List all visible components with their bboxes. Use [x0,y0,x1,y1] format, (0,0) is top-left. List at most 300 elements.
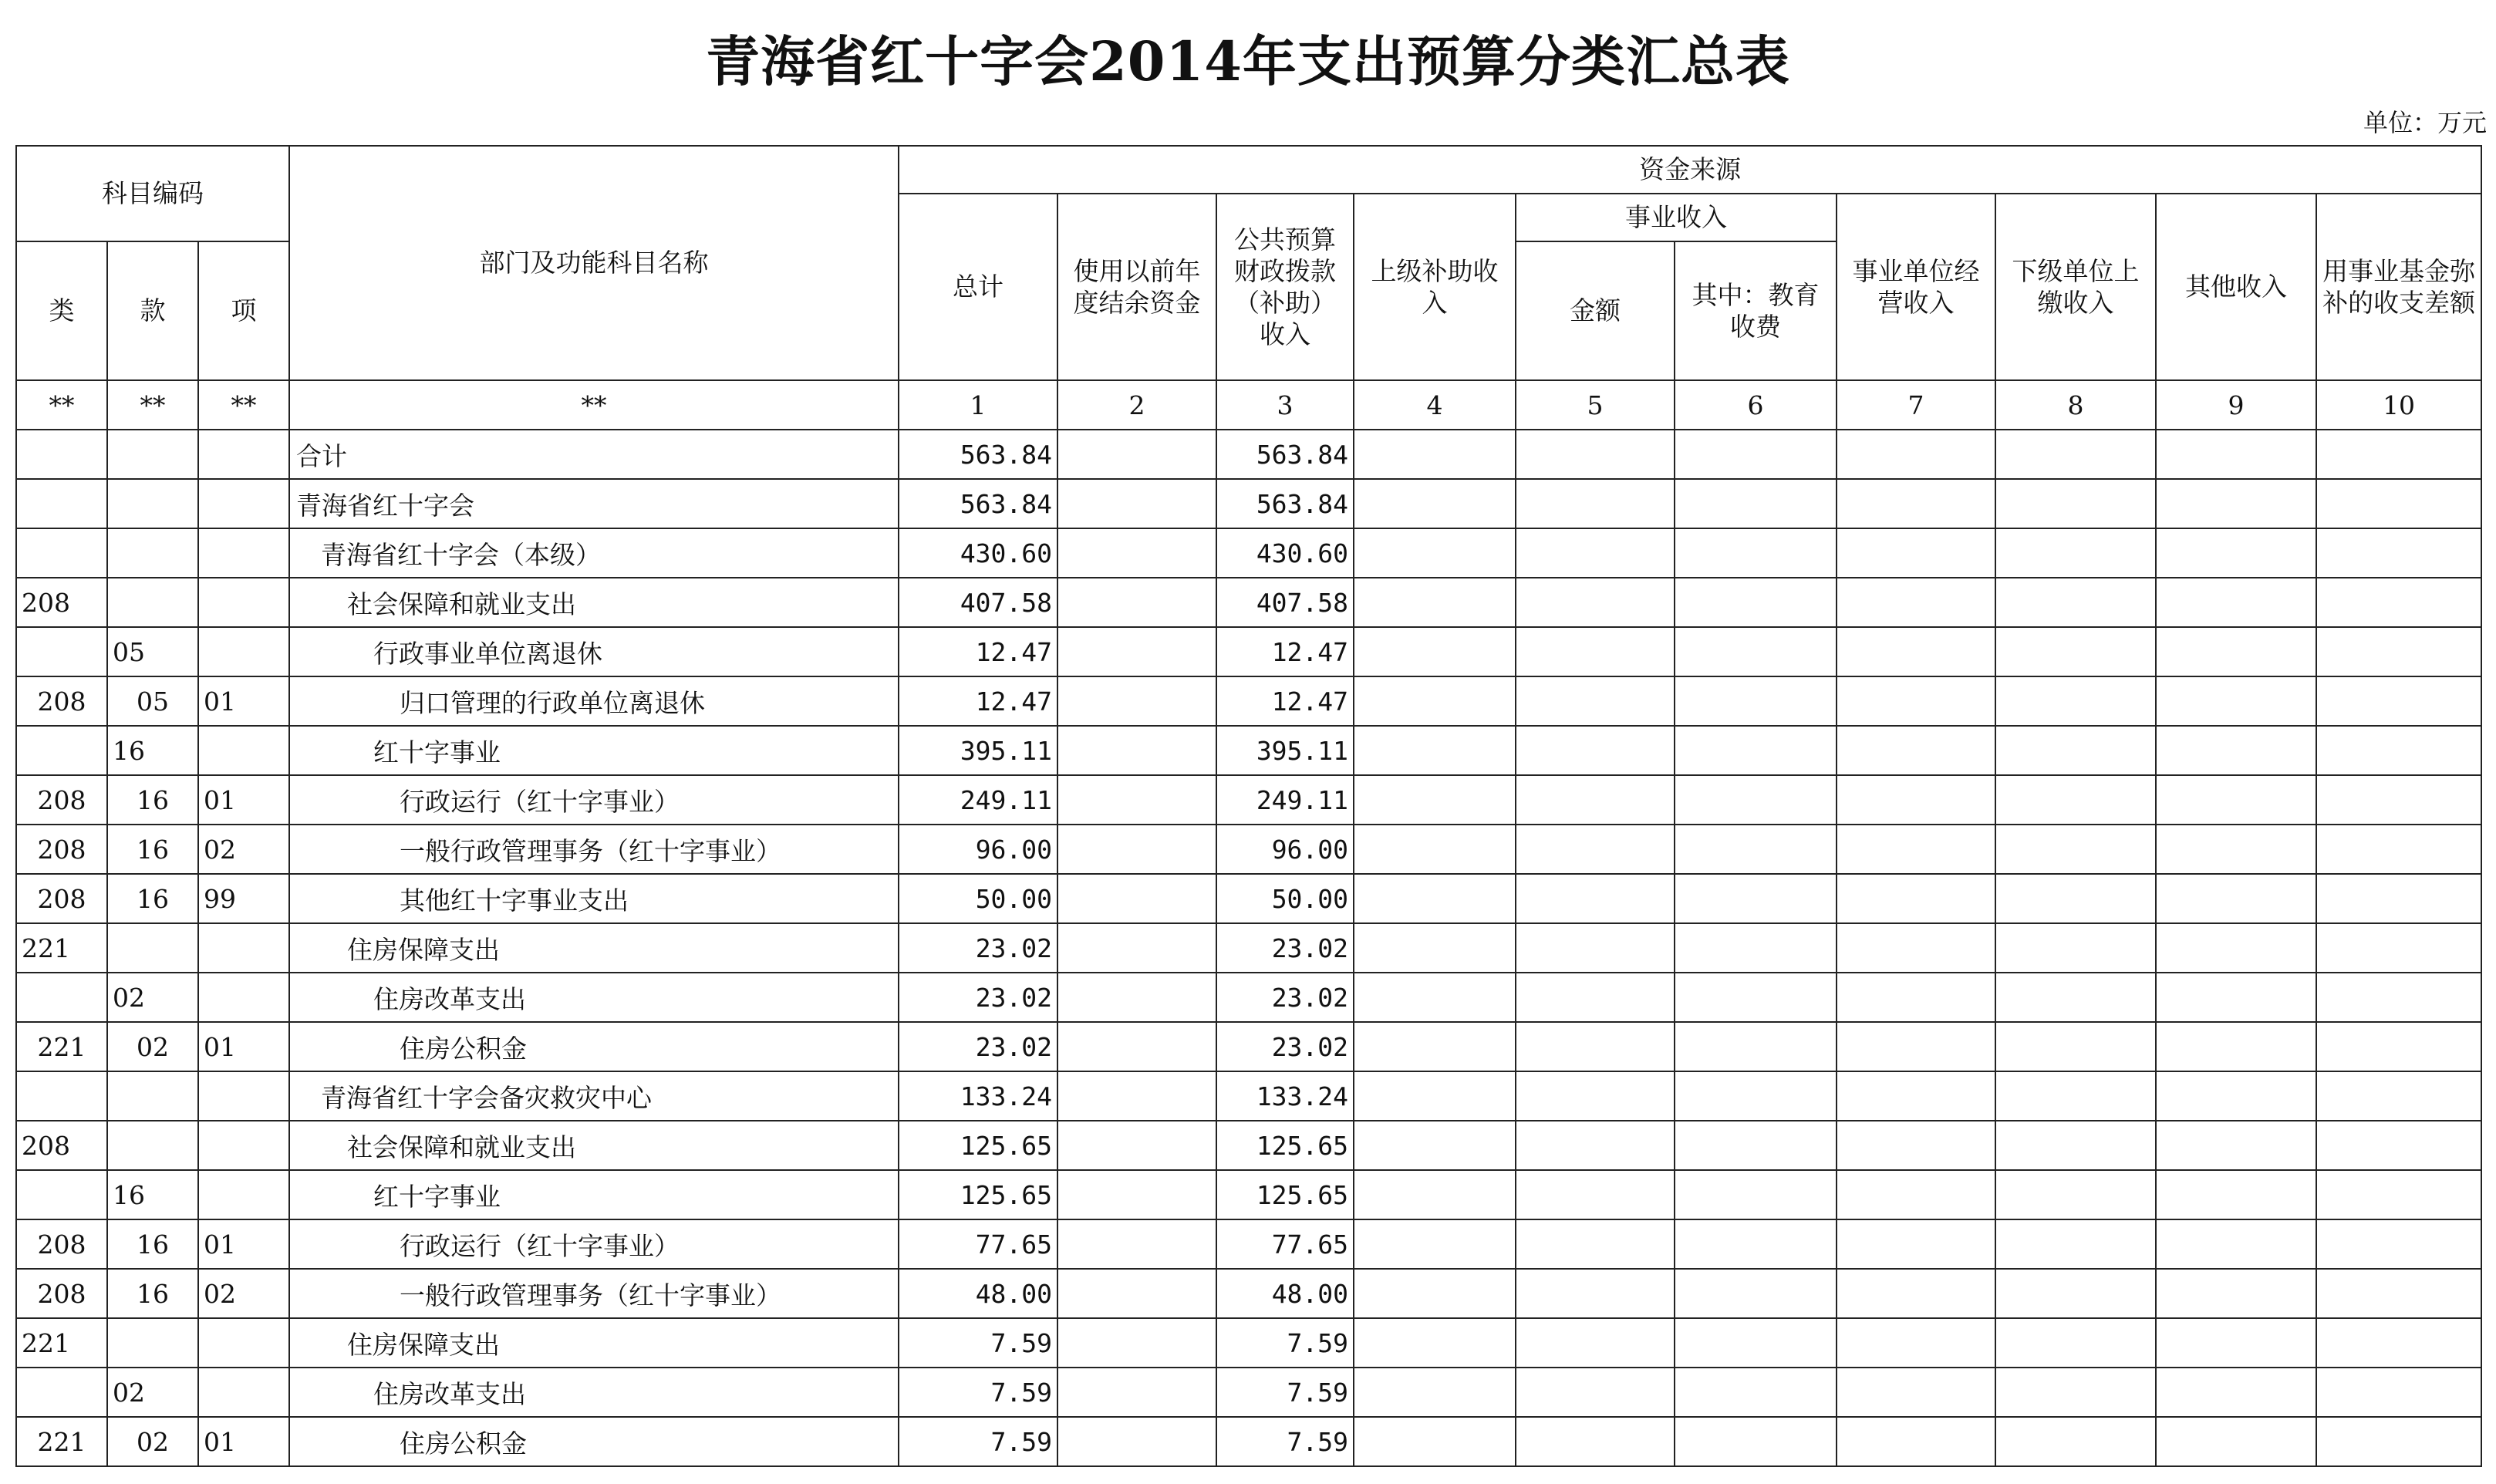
cell-kuan [107,1318,198,1368]
cell-total: 23.02 [899,973,1057,1022]
header-other-income: 其他收入 [2156,194,2316,380]
cell-other-income [2156,726,2316,775]
cell-operating-income [1837,973,1995,1022]
table-row [16,528,2481,578]
cell-operating-income [1837,627,1995,676]
cell-operating-income [1837,726,1995,775]
cell-public-budget: 133.24 [1216,1071,1354,1121]
cell-amount [1516,627,1675,676]
cell-amount [1516,973,1675,1022]
cell-fund-offset [2316,1318,2481,1368]
cell-prior-balance [1057,1071,1216,1121]
cell-kuan: 02 [107,973,198,1022]
cell-subordinate-income [1995,627,2156,676]
cell-superior-subsidy [1354,1219,1516,1269]
cell-fund-offset [2316,1022,2481,1071]
cell-lei: 208 [16,1121,107,1170]
cell-superior-subsidy [1354,578,1516,627]
cell-superior-subsidy [1354,923,1516,973]
cell-xiang: 02 [198,1269,289,1318]
cell-operating-income [1837,479,1995,528]
cell-other-income [2156,1368,2316,1417]
cell-prior-balance [1057,973,1216,1022]
cell-subordinate-income [1995,726,2156,775]
cell-superior-subsidy [1354,528,1516,578]
cell-total: 12.47 [899,627,1057,676]
cell-edu-fees [1675,1121,1837,1170]
cell-lei [16,430,107,479]
cell-subordinate-income [1995,1318,2156,1368]
cell-name: 住房保障支出 [289,923,899,973]
page-title: 青海省红十字会2014年支出预算分类汇总表 [706,29,1790,93]
cell-fund-offset [2316,676,2481,726]
cell-superior-subsidy [1354,1022,1516,1071]
cell-operating-income [1837,430,1995,479]
header-lei: 类 [16,241,107,380]
cell-total: 77.65 [899,1219,1057,1269]
cell-name: 行政事业单位离退休 [289,627,899,676]
cell-kuan: 16 [107,1170,198,1219]
cell-operating-income [1837,775,1995,825]
cell-other-income [2156,528,2316,578]
cell-name: 青海省红十字会备灾救灾中心 [289,1071,899,1121]
cell-name: 青海省红十字会 [289,479,899,528]
cell-xiang [198,578,289,627]
cell-public-budget: 48.00 [1216,1269,1354,1318]
cell-subordinate-income [1995,578,2156,627]
cell-amount [1516,874,1675,923]
cell-subordinate-income [1995,1368,2156,1417]
cell-fund-offset [2316,1269,2481,1318]
cell-lei: 208 [16,825,107,874]
cell-kuan: 16 [107,825,198,874]
cell-name: 红十字事业 [289,726,899,775]
cell-total: 23.02 [899,1022,1057,1071]
cell-superior-subsidy [1354,1269,1516,1318]
cell-name: 住房改革支出 [289,973,899,1022]
cell-edu-fees [1675,676,1837,726]
cell-public-budget: 7.59 [1216,1318,1354,1368]
cell-edu-fees [1675,973,1837,1022]
cell-amount [1516,578,1675,627]
cell-operating-income [1837,1219,1995,1269]
cell-fund-offset [2316,775,2481,825]
cell-total: 12.47 [899,676,1057,726]
cell-lei [16,1170,107,1219]
header-total: 总计 [899,194,1057,380]
header-kuan: 款 [107,241,198,380]
table-row [16,1022,2481,1071]
cell-other-income [2156,676,2316,726]
index-cell: 4 [1354,380,1516,430]
table-row [16,578,2481,627]
cell-lei [16,973,107,1022]
cell-subordinate-income [1995,1417,2156,1466]
cell-total: 7.59 [899,1417,1057,1466]
cell-superior-subsidy [1354,479,1516,528]
cell-public-budget: 563.84 [1216,479,1354,528]
cell-amount [1516,1318,1675,1368]
cell-amount [1516,1170,1675,1219]
cell-superior-subsidy [1354,430,1516,479]
cell-subordinate-income [1995,1219,2156,1269]
cell-other-income [2156,1170,2316,1219]
cell-kuan [107,1071,198,1121]
cell-other-income [2156,1071,2316,1121]
cell-prior-balance [1057,775,1216,825]
cell-edu-fees [1675,578,1837,627]
table-row [16,479,2481,528]
index-cell: 10 [2316,380,2481,430]
cell-kuan [107,923,198,973]
cell-xiang: 01 [198,1417,289,1466]
cell-subordinate-income [1995,973,2156,1022]
cell-fund-offset [2316,726,2481,775]
cell-superior-subsidy [1354,825,1516,874]
index-cell: ** [198,380,289,430]
cell-amount [1516,528,1675,578]
cell-public-budget: 77.65 [1216,1219,1354,1269]
cell-kuan [107,578,198,627]
cell-name: 住房公积金 [289,1022,899,1071]
cell-operating-income [1837,578,1995,627]
cell-amount [1516,479,1675,528]
header-name: 部门及功能科目名称 [289,146,899,380]
cell-name: 一般行政管理事务（红十字事业） [289,825,899,874]
cell-operating-income [1837,1368,1995,1417]
cell-total: 23.02 [899,923,1057,973]
cell-fund-offset [2316,1121,2481,1170]
cell-subordinate-income [1995,430,2156,479]
table-row [16,1219,2481,1269]
cell-operating-income [1837,528,1995,578]
cell-edu-fees [1675,1368,1837,1417]
cell-edu-fees [1675,627,1837,676]
header-operating-income: 事业单位经营收入 [1837,194,1995,380]
table-row [16,1417,2481,1466]
index-cell: 2 [1057,380,1216,430]
cell-lei: 221 [16,1318,107,1368]
cell-xiang: 01 [198,1022,289,1071]
cell-lei [16,1071,107,1121]
cell-name: 社会保障和就业支出 [289,578,899,627]
cell-prior-balance [1057,627,1216,676]
index-cell: 5 [1516,380,1675,430]
cell-other-income [2156,973,2316,1022]
cell-xiang: 99 [198,874,289,923]
cell-fund-offset [2316,1071,2481,1121]
cell-name: 红十字事业 [289,1170,899,1219]
cell-public-budget: 430.60 [1216,528,1354,578]
cell-prior-balance [1057,1318,1216,1368]
cell-fund-offset [2316,1170,2481,1219]
index-cell: 6 [1675,380,1837,430]
cell-operating-income [1837,874,1995,923]
cell-subordinate-income [1995,1170,2156,1219]
table-row [16,676,2481,726]
cell-prior-balance [1057,430,1216,479]
index-cell: ** [16,380,107,430]
cell-kuan: 16 [107,1219,198,1269]
cell-operating-income [1837,825,1995,874]
budget-table [15,145,2482,1467]
cell-prior-balance [1057,1368,1216,1417]
cell-name: 一般行政管理事务（红十字事业） [289,1269,899,1318]
cell-xiang [198,1071,289,1121]
cell-public-budget: 23.02 [1216,1022,1354,1071]
cell-kuan: 05 [107,676,198,726]
cell-kuan: 16 [107,775,198,825]
cell-public-budget: 563.84 [1216,430,1354,479]
cell-superior-subsidy [1354,874,1516,923]
table-row [16,1368,2481,1417]
cell-public-budget: 23.02 [1216,973,1354,1022]
cell-edu-fees [1675,430,1837,479]
table-row [16,1269,2481,1318]
cell-superior-subsidy [1354,973,1516,1022]
cell-total: 395.11 [899,726,1057,775]
cell-public-budget: 96.00 [1216,825,1354,874]
index-cell: 9 [2156,380,2316,430]
cell-edu-fees [1675,1318,1837,1368]
cell-xiang [198,1170,289,1219]
table-row [16,430,2481,479]
cell-subordinate-income [1995,923,2156,973]
cell-public-budget: 12.47 [1216,676,1354,726]
cell-public-budget: 249.11 [1216,775,1354,825]
cell-edu-fees [1675,479,1837,528]
table-row [16,775,2481,825]
cell-edu-fees [1675,1269,1837,1318]
cell-prior-balance [1057,479,1216,528]
cell-name: 住房改革支出 [289,1368,899,1417]
cell-other-income [2156,1022,2316,1071]
unit-label: 单位：万元 [2363,108,2487,137]
cell-lei: 208 [16,1269,107,1318]
cell-xiang [198,627,289,676]
cell-edu-fees [1675,1417,1837,1466]
header-edu-fees: 其中：教育收费 [1675,241,1837,380]
cell-lei: 208 [16,676,107,726]
table-row [16,726,2481,775]
cell-kuan: 02 [107,1022,198,1071]
cell-public-budget: 7.59 [1216,1368,1354,1417]
cell-xiang [198,923,289,973]
cell-edu-fees [1675,726,1837,775]
cell-other-income [2156,775,2316,825]
table-row [16,923,2481,973]
cell-total: 50.00 [899,874,1057,923]
cell-edu-fees [1675,1022,1837,1071]
cell-superior-subsidy [1354,775,1516,825]
cell-total: 7.59 [899,1318,1057,1368]
cell-other-income [2156,825,2316,874]
cell-total: 407.58 [899,578,1057,627]
header-fund-offset: 用事业基金弥补的收支差额 [2316,194,2481,380]
cell-kuan: 16 [107,726,198,775]
cell-kuan: 05 [107,627,198,676]
table-row [16,874,2481,923]
cell-public-budget: 407.58 [1216,578,1354,627]
cell-total: 133.24 [899,1071,1057,1121]
cell-total: 7.59 [899,1368,1057,1417]
cell-prior-balance [1057,1219,1216,1269]
cell-public-budget: 125.65 [1216,1121,1354,1170]
cell-amount [1516,1269,1675,1318]
cell-operating-income [1837,1318,1995,1368]
cell-kuan: 02 [107,1417,198,1466]
cell-prior-balance [1057,1417,1216,1466]
table-row [16,1170,2481,1219]
cell-lei: 208 [16,874,107,923]
cell-xiang: 01 [198,1219,289,1269]
cell-subordinate-income [1995,528,2156,578]
header-superior-subsidy: 上级补助收入 [1354,194,1516,380]
cell-kuan: 16 [107,1269,198,1318]
cell-operating-income [1837,676,1995,726]
cell-fund-offset [2316,973,2481,1022]
cell-name: 青海省红十字会（本级） [289,528,899,578]
cell-other-income [2156,430,2316,479]
header-public-budget: 公共预算财政拨款（补助）收入 [1216,194,1354,380]
cell-public-budget: 50.00 [1216,874,1354,923]
cell-total: 48.00 [899,1269,1057,1318]
cell-fund-offset [2316,1368,2481,1417]
cell-superior-subsidy [1354,1071,1516,1121]
index-cell: 3 [1216,380,1354,430]
cell-superior-subsidy [1354,1170,1516,1219]
cell-edu-fees [1675,528,1837,578]
cell-xiang [198,726,289,775]
cell-other-income [2156,578,2316,627]
index-cell: 8 [1995,380,2156,430]
cell-xiang: 01 [198,775,289,825]
cell-lei: 208 [16,1219,107,1269]
cell-total: 125.65 [899,1121,1057,1170]
cell-amount [1516,676,1675,726]
cell-other-income [2156,627,2316,676]
cell-public-budget: 125.65 [1216,1170,1354,1219]
cell-xiang [198,1121,289,1170]
cell-name: 住房保障支出 [289,1318,899,1368]
cell-operating-income [1837,1170,1995,1219]
cell-lei [16,479,107,528]
header-funding-source: 资金来源 [899,146,2481,194]
header-business-income: 事业收入 [1516,194,1837,241]
cell-xiang [198,430,289,479]
cell-fund-offset [2316,1417,2481,1466]
cell-subordinate-income [1995,1071,2156,1121]
cell-edu-fees [1675,1219,1837,1269]
cell-superior-subsidy [1354,1417,1516,1466]
cell-superior-subsidy [1354,1318,1516,1368]
cell-xiang [198,973,289,1022]
cell-subordinate-income [1995,1022,2156,1071]
cell-amount [1516,1071,1675,1121]
header-amount: 金额 [1516,241,1675,380]
cell-kuan [107,430,198,479]
cell-name: 行政运行（红十字事业） [289,1219,899,1269]
cell-prior-balance [1057,874,1216,923]
cell-kuan: 16 [107,874,198,923]
cell-edu-fees [1675,923,1837,973]
cell-superior-subsidy [1354,1121,1516,1170]
cell-fund-offset [2316,578,2481,627]
cell-kuan [107,479,198,528]
cell-name: 合计 [289,430,899,479]
cell-subordinate-income [1995,1269,2156,1318]
cell-other-income [2156,1318,2316,1368]
table-row [16,973,2481,1022]
cell-other-income [2156,1121,2316,1170]
cell-xiang: 02 [198,825,289,874]
cell-amount [1516,430,1675,479]
cell-kuan [107,1121,198,1170]
cell-fund-offset [2316,479,2481,528]
cell-total: 249.11 [899,775,1057,825]
cell-amount [1516,923,1675,973]
cell-name: 行政运行（红十字事业） [289,775,899,825]
cell-lei [16,627,107,676]
cell-lei: 221 [16,1417,107,1466]
cell-superior-subsidy [1354,726,1516,775]
cell-operating-income [1837,1022,1995,1071]
cell-xiang [198,479,289,528]
table-row [16,627,2481,676]
cell-public-budget: 7.59 [1216,1417,1354,1466]
cell-subordinate-income [1995,479,2156,528]
cell-name: 归口管理的行政单位离退休 [289,676,899,726]
cell-lei [16,726,107,775]
cell-public-budget: 395.11 [1216,726,1354,775]
cell-prior-balance [1057,676,1216,726]
cell-lei: 208 [16,775,107,825]
cell-xiang [198,528,289,578]
cell-amount [1516,1022,1675,1071]
cell-prior-balance [1057,825,1216,874]
cell-other-income [2156,1417,2316,1466]
cell-fund-offset [2316,430,2481,479]
cell-total: 430.60 [899,528,1057,578]
cell-operating-income [1837,923,1995,973]
cell-fund-offset [2316,528,2481,578]
cell-amount [1516,1368,1675,1417]
cell-fund-offset [2316,874,2481,923]
cell-edu-fees [1675,1071,1837,1121]
cell-kuan: 02 [107,1368,198,1417]
cell-amount [1516,825,1675,874]
header-code-group: 科目编码 [16,146,289,241]
cell-lei: 221 [16,923,107,973]
cell-amount [1516,726,1675,775]
cell-prior-balance [1057,528,1216,578]
cell-lei: 208 [16,578,107,627]
index-row [16,380,2481,430]
cell-operating-income [1837,1417,1995,1466]
cell-lei [16,1368,107,1417]
cell-prior-balance [1057,1022,1216,1071]
cell-name: 其他红十字事业支出 [289,874,899,923]
cell-superior-subsidy [1354,627,1516,676]
cell-edu-fees [1675,874,1837,923]
cell-public-budget: 23.02 [1216,923,1354,973]
cell-superior-subsidy [1354,1368,1516,1417]
cell-superior-subsidy [1354,676,1516,726]
cell-amount [1516,1121,1675,1170]
cell-prior-balance [1057,1121,1216,1170]
cell-operating-income [1837,1071,1995,1121]
index-cell: ** [107,380,198,430]
